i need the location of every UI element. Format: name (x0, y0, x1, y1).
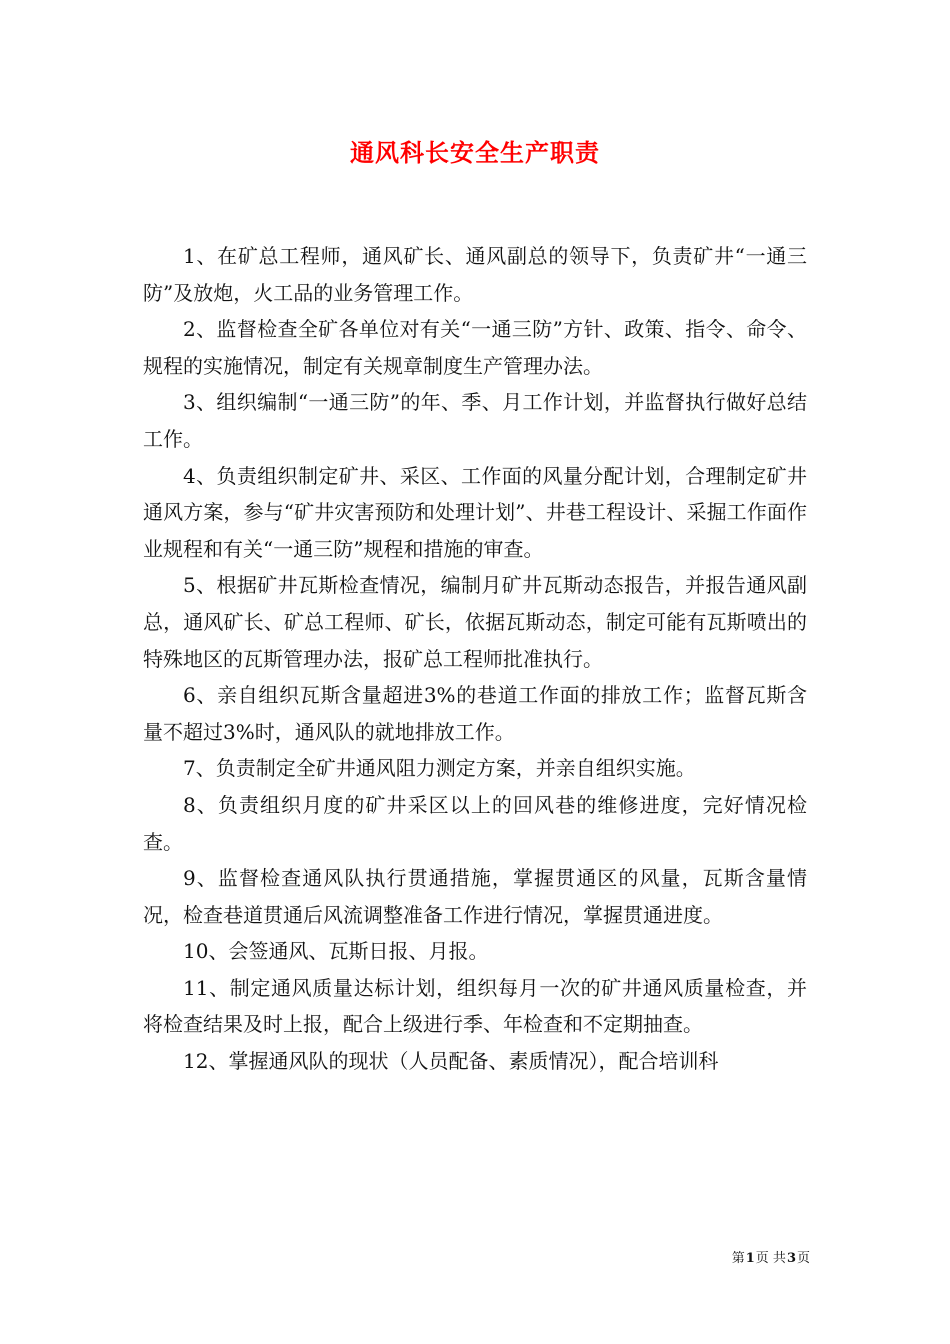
current-page-number: 1 (745, 1251, 755, 1266)
paragraph-2: 2、监督检查全矿各单位对有关“一通三防”方针、政策、指令、命令、规程的实施情况，制定有关规章制度生产管理办法。 (143, 317, 807, 378)
paragraph-6: 6、亲自组织瓦斯含量超进3%的巷道工作面的排放工作；监督瓦斯含量不超过3%时，通风队的就地排放工作。 (143, 683, 807, 744)
footer-middle: 页 共 (755, 1251, 786, 1266)
paragraph-12: 12、掌握通风队的现状（人员配备、素质情况），配合培训科 (183, 1049, 719, 1074)
paragraph-3: 3、组织编制“一通三防”的年、季、月工作计划，并监督执行做好总结工作。 (143, 390, 807, 451)
paragraph-10: 10、会签通风、瓦斯日报、月报。 (183, 939, 489, 964)
document-title: 通风科长安全生产职责 (350, 138, 600, 167)
paragraph-1: 1、在矿总工程师，通风矿长、通风副总的领导下，负责矿井“一通三防”及放炮，火工品的业务管理工作。 (143, 244, 807, 305)
footer-prefix: 第 (731, 1251, 745, 1266)
paragraph-11: 11、制定通风质量达标计划，组织每月一次的矿井通风质量检查，并将检查结果及时上报，配合上级进行季、年检查和不定期抽查。 (143, 975, 807, 1037)
paragraph-8: 8、负责组织月度的矿井采区以上的回风巷的维修进度，完好情况检查。 (143, 792, 807, 854)
page-number-footer (700, 1247, 810, 1266)
document-body (143, 238, 807, 1080)
total-pages-number: 3 (786, 1251, 796, 1266)
footer-suffix: 页 (796, 1251, 810, 1266)
paragraph-7: 7、负责制定全矿井通风阻力测定方案，并亲自组织实施。 (183, 756, 696, 781)
paragraph-9: 9、监督检查通风队执行贯通措施，掌握贯通区的风量，瓦斯含量情况，检查巷道贯通后风流调整准备工作进行情况，掌握贯通进度。 (143, 866, 807, 927)
paragraph-5: 5、根据矿井瓦斯检查情况，编制月矿井瓦斯动态报告，并报告通风副总，通风矿长、矿总工程师、矿长，依据瓦斯动态，制定可能有瓦斯喷出的特殊地区的瓦斯管理办法，报矿总工程师批准执行。 (143, 573, 807, 671)
paragraph-4: 4、负责组织制定矿井、采区、工作面的风量分配计划，合理制定矿井通风方案，参与“矿井灾害预防和处理计划”、井巷工程设计、采掘工作面作业规程和有关“一通三防”规程和措施的审查。 (143, 463, 807, 561)
